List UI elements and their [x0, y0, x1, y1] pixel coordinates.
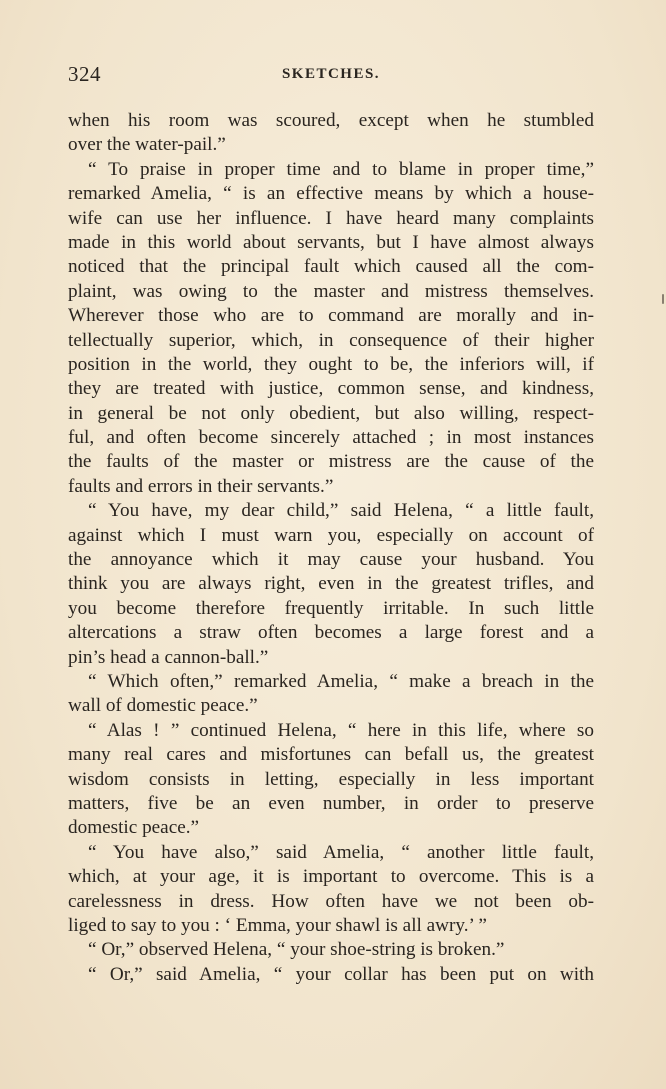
text-line: ful, and often become sincerely attached ; in most instances [68, 427, 594, 449]
text-line: “ To praise in proper time and to blame in proper time,” [88, 158, 594, 180]
text-line: tellectually superior, which, in consequence of their higher [68, 329, 594, 351]
text-line: against which I must warn you, especially on account of [68, 524, 594, 546]
text-line: when his room was scoured, except when he stumbled [68, 110, 594, 131]
text-line: remarked Amelia, “ is an effective means by which a house- [68, 183, 594, 205]
text-line: matters, five be an even number, in order to preserve [68, 792, 594, 814]
text-line: which, at your age, it is important to overcome. This is a [68, 866, 594, 888]
text-line: made in this world about servants, but I have almost always [68, 231, 594, 253]
text-line: many real cares and misfortunes can befall us, the greatest [68, 744, 594, 766]
text-line: faults and errors in their servants.” [68, 475, 334, 497]
text-line: liged to say to you : ‘ Emma, your shawl is all awry.’ ” [68, 914, 487, 936]
text-line: position in the world, they ought to be, the inferiors will, if [68, 353, 594, 375]
text-line: wife can use her influence. I have heard many complaints [68, 207, 594, 229]
text-line: plaint, was owing to the master and mistress themselves. [68, 280, 594, 302]
text-line: “ You have, my dear child,” said Helena, “ a little fault, [88, 500, 594, 522]
text-line: wisdom consists in letting, especially in less important [68, 768, 594, 790]
text-line: noticed that the principal fault which caused all the com- [68, 256, 594, 278]
text-line: they are treated with justice, common sense, and kindness, [68, 378, 594, 400]
margin-mark [662, 294, 664, 304]
text-line: “ Alas ! ” continued Helena, “ here in this life, where so [88, 719, 594, 741]
page-header [68, 62, 594, 92]
text-line: the annoyance which it may cause your husband. You [68, 549, 594, 571]
text-line: think you are always right, even in the greatest trifles, and [68, 573, 594, 595]
text-line: domestic peace.” [68, 817, 200, 839]
text-line: “ Which often,” remarked Amelia, “ make a breach in the [88, 670, 594, 692]
text-line: “ You have also,” said Amelia, “ another little fault, [88, 841, 594, 863]
text-line: altercations a straw often becomes a large forest and a [68, 622, 594, 644]
page-number: 324 [68, 62, 101, 86]
text-line: Wherever those who are to command are morally and in- [68, 305, 594, 327]
running-head: SKETCHES. [281, 66, 381, 82]
text-line: the faults of the master or mistress are the cause of the [68, 451, 594, 473]
text-line: “ Or,” observed Helena, “ your shoe-string is broken.” [88, 939, 505, 961]
text-line: in general be not only obedient, but also willing, respect- [68, 402, 594, 424]
text-line: you become therefore frequently irritable. In such little [68, 597, 594, 619]
text-line: carelessness in dress. How often have we not been ob- [68, 890, 594, 912]
text-line: pin’s head a cannon-ball.” [68, 646, 269, 668]
text-line: wall of domestic peace.” [68, 695, 258, 717]
body-text [68, 109, 594, 987]
text-line: over the water-pail.” [68, 134, 226, 156]
text-line: “ Or,” said Amelia, “ your collar has been put on with [88, 963, 594, 985]
